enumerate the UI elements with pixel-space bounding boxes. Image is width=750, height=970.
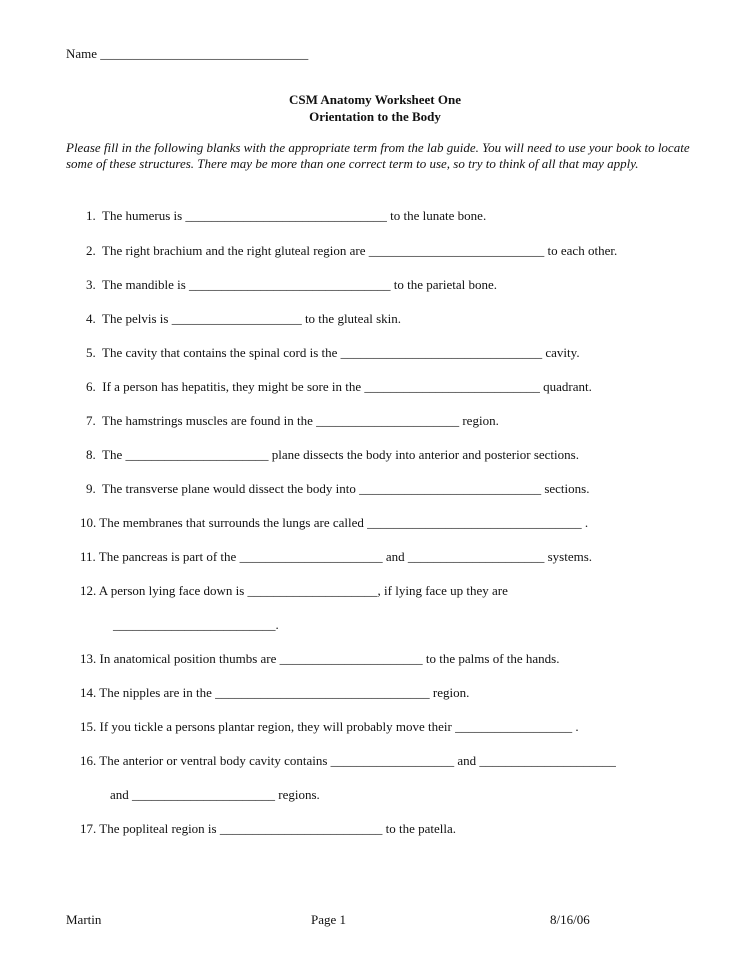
question-number: 6. (86, 379, 96, 394)
question-17 (80, 821, 456, 837)
question-number: 9. (86, 481, 96, 496)
question-16 (80, 753, 616, 769)
question-3 (86, 277, 497, 293)
name-field-line: Name ________________________________ (66, 46, 309, 61)
question-11 (80, 549, 592, 565)
question-text: The popliteal region is _________________________ to the patella. (99, 821, 456, 836)
question-number: 17. (80, 821, 97, 836)
question-text: The anterior or ventral body cavity contains ___________________ and _____________________ (99, 753, 616, 768)
question-number: 15. (80, 719, 97, 734)
question-text: In anatomical position thumbs are ______________________ to the palms of the hands. (99, 651, 560, 666)
question-number: 1. (86, 208, 96, 223)
question-1 (86, 208, 486, 224)
question-6 (86, 379, 592, 395)
question-text: The humerus is _______________________________ to the lunate bone. (102, 208, 487, 223)
question-text: The right brachium and the right gluteal region are ___________________________ to each other. (102, 243, 618, 258)
question-number: 8. (86, 447, 96, 462)
question-number: 5. (86, 345, 96, 360)
question-12 (80, 583, 508, 599)
question-12-continuation: _________________________. (113, 617, 279, 632)
question-14 (80, 685, 469, 701)
question-text: If a person has hepatitis, they might be sore in the ___________________________ quadrant. (102, 379, 592, 394)
question-7 (86, 413, 499, 429)
question-text: The membranes that surrounds the lungs are called _________________________________ . (99, 515, 589, 530)
footer-author: Martin (66, 912, 102, 927)
question-number: 7. (86, 413, 96, 428)
question-4 (86, 311, 401, 327)
question-number: 11. (80, 549, 96, 564)
question-number: 2. (86, 243, 96, 258)
question-16-continuation: and ______________________ regions. (110, 787, 320, 802)
title-line-1: CSM Anatomy Worksheet One (288, 92, 461, 107)
question-number: 14. (80, 685, 97, 700)
worksheet-title (0, 91, 750, 125)
question-text: If you tickle a persons plantar region, they will probably move their __________________ . (99, 719, 579, 734)
question-number: 10. (80, 515, 97, 530)
question-5 (86, 345, 580, 361)
question-text: The pancreas is part of the ______________________ and _____________________ systems. (98, 549, 593, 564)
footer-page-number: Page 1 (311, 912, 347, 927)
question-10 (80, 515, 588, 531)
question-text: A person lying face down is ____________________, if lying face up they are (98, 583, 508, 598)
question-number: 13. (80, 651, 97, 666)
question-number: 16. (80, 753, 97, 768)
question-text: The hamstrings muscles are found in the ______________________ region. (102, 413, 499, 428)
question-text: The cavity that contains the spinal cord is the _______________________________ cavity. (102, 345, 580, 360)
footer-date: 8/16/06 (550, 912, 590, 927)
instructions-text: Please fill in the following blanks with the appropriate term from the lab guide. You will need to use your book to locate some of these structures. There may be more than one correct term to use, so try to think of all that may apply. (66, 140, 690, 171)
question-15 (80, 719, 579, 735)
question-number: 4. (86, 311, 96, 326)
question-9 (86, 481, 589, 497)
question-text: The ______________________ plane dissects the body into anterior and posterior sections. (102, 447, 579, 462)
title-line-2: Orientation to the Body (309, 109, 441, 124)
question-8 (86, 447, 579, 463)
question-13 (80, 651, 560, 667)
question-text: The transverse plane would dissect the body into ____________________________ sections. (102, 481, 590, 496)
question-text: The mandible is _______________________________ to the parietal bone. (102, 277, 498, 292)
question-2 (86, 243, 617, 259)
question-text: The nipples are in the _________________________________ region. (99, 685, 470, 700)
question-number: 12. (80, 583, 97, 598)
question-number: 3. (86, 277, 96, 292)
question-text: The pelvis is ____________________ to the gluteal skin. (102, 311, 401, 326)
